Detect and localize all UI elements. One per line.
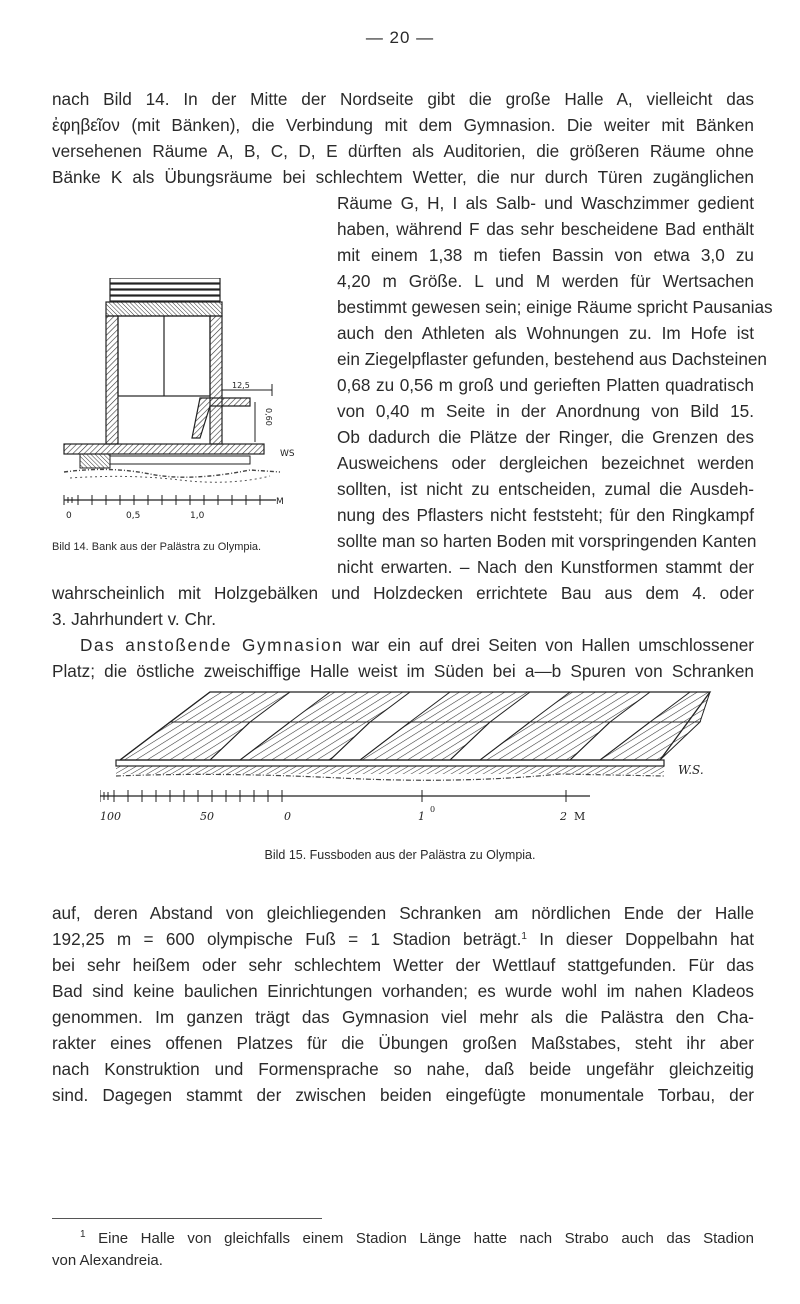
text-line: nicht erwarten. – Nach den Kunstformen stammt der (337, 557, 754, 577)
figure-15-floor-drawing (100, 690, 750, 840)
text-line: bestimmt gewesen sein; einige Räume spricht Pausanias (337, 297, 773, 317)
text-segment: war ein auf drei Seiten von Hallen umschlossener (343, 635, 754, 655)
figure-14-scale-label: 1,0 (190, 511, 205, 521)
figure-14-signature-label: WS (280, 449, 295, 459)
text-line: Räume G, H, I als Salb- und Waschzimmer gedient (337, 193, 754, 213)
text-line: nach Bild 14. In der Mitte der Nordseite gibt die große Halle A, vielleicht das (52, 89, 754, 109)
text-line: auch den Athleten als Wohnungen zu. Im Hofe ist (337, 323, 754, 343)
paragraph-intro (52, 86, 754, 190)
footnote (52, 1228, 754, 1272)
figure-15-scale-label: 100 (100, 810, 121, 823)
text-line: auf, deren Abstand von gleichliegenden Schranken am nördlichen Ende der Halle (52, 903, 754, 923)
text-line: ἐφηβεῖον (mit Bänken), die Verbindung mit dem Gymnasion. Die weiter mit Bänken (52, 115, 754, 135)
text-line: 3. Jahrhundert v. Chr. (52, 609, 217, 629)
text-segment: Eine Halle von gleichfalls einem Stadion Länge hatte nach Strabo auch das Stadion (85, 1230, 754, 1247)
paragraph-intro-continued (52, 580, 754, 632)
text-line: von 0,40 m Seite in der Anordnung von Bild 15. (337, 401, 754, 421)
footnote-reference: 1 (521, 931, 527, 942)
text-line: Bänke K als Übungsräume bei schlechtem Wetter, die nur durch Türen zugänglichen (52, 167, 754, 187)
text-line: Ausweichens oder dergleichen bezeichnet werden (337, 453, 754, 473)
figure-14-scale-unit: M (276, 497, 284, 507)
text-line: Platz; die östliche zweischiffige Halle weist im Süden bei a—b Spuren von Schranken (52, 661, 754, 681)
footnote-divider (52, 1218, 322, 1219)
figure-15-scale-degree: 0 (430, 805, 436, 814)
paragraph-gymnasion (52, 632, 754, 684)
figure-15-scale-label: 0 (284, 810, 291, 823)
figure-15-scale-label: 50 (200, 810, 214, 823)
figure-14-scale-label: 0,5 (126, 511, 141, 521)
footnote-mark: 1 (80, 1229, 86, 1240)
figure-15-scale-unit: M (574, 810, 586, 823)
text-line (52, 926, 754, 952)
text-line: haben, während F das sehr bescheidene Bad enthält (337, 219, 754, 239)
figure-14-bench-drawing (50, 278, 330, 530)
text-line (52, 632, 754, 658)
figure-15-caption: Bild 15. Fussboden aus der Palästra zu Olympia. (264, 848, 536, 862)
figure-15-scale-label: 1 (418, 810, 425, 823)
text-line: nung des Pflasters nicht feststeht; für den Ringkampf (337, 505, 754, 525)
text-line (52, 1228, 754, 1250)
figure-15-signature-label: W.S. (678, 763, 704, 777)
spaced-term: Das anstoßende Gymnasion (80, 635, 344, 655)
text-line: nach Konstruktion und Formensprache so nahe, daß beide ungefähr gleichzeitig (52, 1059, 754, 1079)
text-line: sollten, ist nicht zu entscheiden, zumal die Ausdeh- (337, 479, 754, 499)
text-line: mit einem 1,38 m tiefen Bassin von etwa 3,0 zu (337, 245, 754, 265)
page-number: — 20 — (365, 28, 435, 47)
text-line: von Alexandreia. (52, 1252, 163, 1269)
figure-14-scale-label: 0 (66, 511, 72, 521)
text-line: sind. Dagegen stammt der zwischen beiden eingefügte monumentale Torbau, der (52, 1085, 754, 1105)
text-line: bei sehr heißem oder sehr schlechtem Wetter der Wettlauf stattgefunden. Für das (52, 955, 754, 975)
text-line: rakter eines offenen Platzes für die Übungen großen Maßstabes, steht ihr aber (52, 1033, 754, 1053)
text-line: versehenen Räume A, B, C, D, E dürften als Auditorien, die größeren Räume ohne (52, 141, 754, 161)
figure-14-dimension-width: 12,5 (232, 381, 250, 390)
paragraph-schranken (52, 900, 754, 1108)
text-line: genommen. Im ganzen trägt das Gymnasion viel mehr als die Palästra den Cha- (52, 1007, 754, 1027)
text-line: ein Ziegelpflaster gefunden, bestehend aus Dachsteinen (337, 349, 767, 369)
figure-14-dimension-height: 0,60 (264, 408, 273, 426)
text-segment: 192,25 m = 600 olympische Fuß = 1 Stadion beträgt. (52, 929, 522, 949)
text-line: sollte man so harten Boden mit vorspringenden Kanten (337, 531, 757, 551)
text-line: Bad sind keine baulichen Einrichtungen vorhanden; es wurde wohl im nahen Kladeos (52, 981, 754, 1001)
text-line: wahrscheinlich mit Holzgebälken und Holzdecken errichtete Bau aus dem 4. oder (52, 583, 754, 603)
text-line: 4,20 m Größe. L und M werden für Wertsachen (337, 271, 754, 291)
figure-15-scale-label: 2 (560, 810, 567, 823)
figure-14-caption: Bild 14. Bank aus der Palästra zu Olympia. (52, 541, 262, 553)
text-line: 0,68 zu 0,56 m groß und gerieften Platten quadratisch (337, 375, 754, 395)
paragraph-wrap-figure (337, 190, 773, 580)
text-segment: In dieser Doppelbahn hat (526, 929, 754, 949)
text-line: Ob dadurch die Plätze der Ringer, die Grenzen des (337, 427, 754, 447)
